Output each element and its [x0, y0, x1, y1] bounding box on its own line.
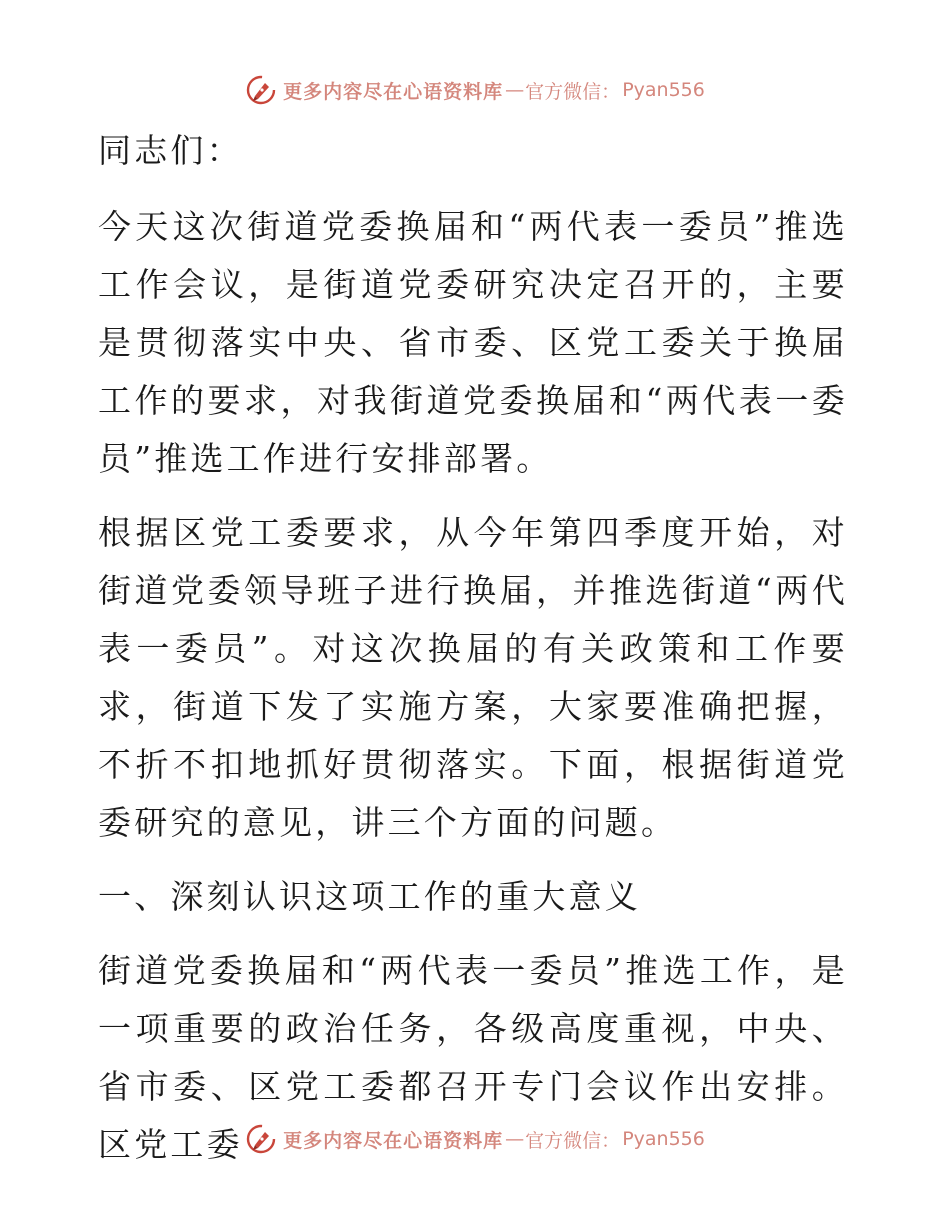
- watermark-main-text: 更多内容尽在心语资料库: [283, 1129, 504, 1152]
- watermark-main-text: 更多内容尽在心语资料库: [283, 80, 504, 103]
- paragraph-section-one: 街道党委换届和“两代表一委员”推选工作，是一项重要的政治任务，各级高度重视，中央、省市委、区党工委都召开专门会议作出安排。区党工委: [98, 951, 848, 1164]
- footer-watermark: [0, 1119, 950, 1159]
- section-heading: 一、深刻认识这项工作的重大意义: [98, 877, 641, 916]
- paragraph-intro: 今天这次街道党委换届和“两代表一委员”推选工作会议，是街道党委研究决定召开的，主要是贯彻落实中央、省市委、区党工委关于换届工作的要求，对我街道党委换届和“两代表一委员”推选工作进行安排部署。: [98, 207, 848, 478]
- pen-nib-circle-icon: [245, 74, 277, 106]
- watermark-separator: —: [505, 79, 526, 101]
- pen-nib-circle-icon: [245, 1123, 277, 1155]
- header-watermark: [0, 70, 950, 110]
- greeting: 同志们：: [98, 131, 243, 170]
- watermark-wechat-label: 官方微信：: [525, 1129, 621, 1152]
- watermark-wechat-id: Pyan556: [622, 79, 705, 101]
- watermark-separator: —: [505, 1128, 526, 1150]
- watermark-wechat-id: Pyan556: [622, 1128, 705, 1150]
- document-body: [98, 122, 848, 1190]
- watermark-wechat-label: 官方微信：: [525, 80, 621, 103]
- paragraph-background: 根据区党工委要求，从今年第四季度开始，对街道党委领导班子进行换届，并推选街道“两代表一委员”。对这次换届的有关政策和工作要求，街道下发了实施方案，大家要准确把握，不折不扣地抓好贯彻落实。下面，根据街道党委研究的意见，讲三个方面的问题。: [98, 513, 848, 842]
